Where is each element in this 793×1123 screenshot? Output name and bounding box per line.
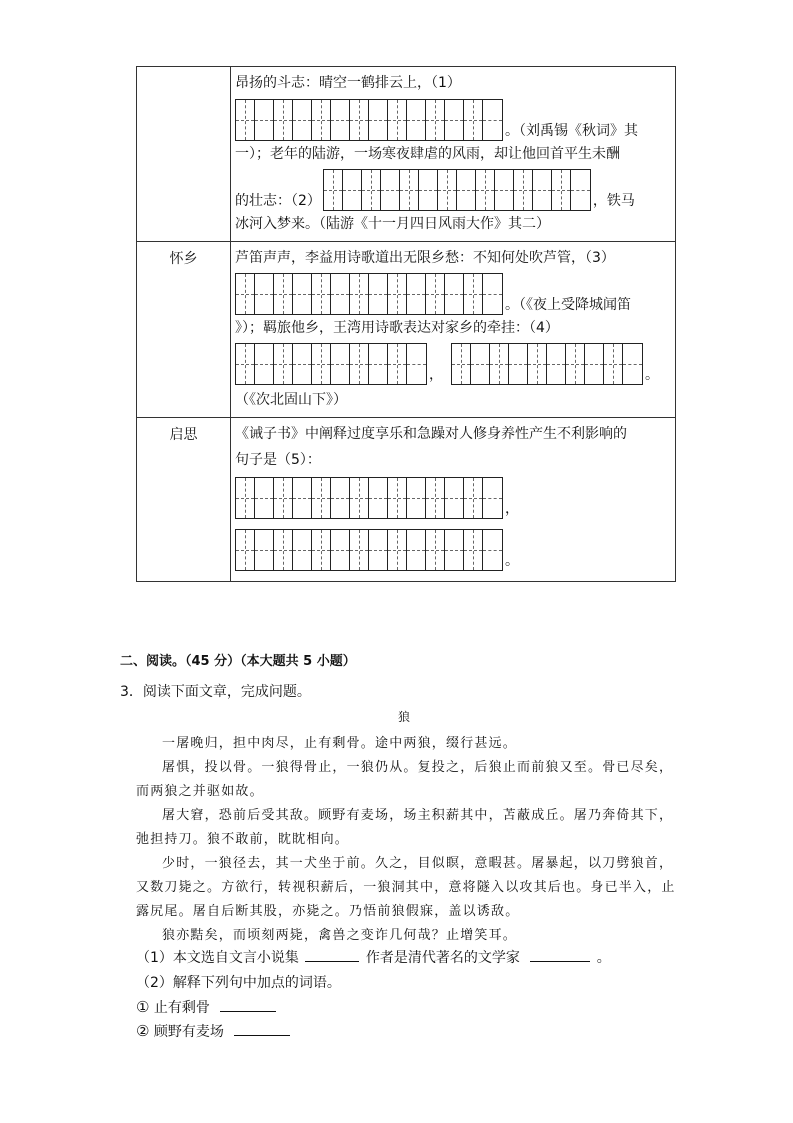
grid-cell[interactable] (312, 530, 331, 570)
content-cell (231, 67, 676, 242)
grid-cell[interactable] (464, 100, 483, 140)
punctuation: ， (505, 501, 519, 517)
sub-question-text: 作者是清代著名的文学家 (365, 950, 520, 966)
grid-cell[interactable] (445, 478, 464, 518)
sub-question-1 (136, 947, 611, 967)
grid-cell[interactable] (324, 170, 343, 210)
grid-cell[interactable] (464, 530, 483, 570)
grid-cell[interactable] (471, 344, 490, 384)
grid-cell[interactable] (464, 274, 483, 314)
prompt-line: 昂扬的斗志：晴空一鹤排云上，（1） (235, 75, 461, 91)
grid-cell[interactable] (490, 344, 509, 384)
grid-cell[interactable] (369, 478, 388, 518)
prompt-label: 的壮志：（2） (235, 193, 321, 209)
grid-cell[interactable] (445, 530, 464, 570)
grid-cell[interactable] (274, 100, 293, 140)
grid-cell[interactable] (464, 478, 483, 518)
grid-cell[interactable] (514, 170, 533, 210)
grid-cell[interactable] (623, 344, 642, 384)
answer-grid-4a[interactable] (235, 343, 427, 385)
content-cell (231, 242, 676, 418)
category-cell (137, 67, 231, 242)
grid-cell[interactable] (388, 274, 407, 314)
grid-cell[interactable] (452, 344, 471, 384)
grid-cell[interactable] (407, 274, 426, 314)
grid-cell[interactable] (331, 100, 350, 140)
grid-cell[interactable] (407, 478, 426, 518)
grid-cell[interactable] (312, 344, 331, 384)
grid-cell[interactable] (419, 170, 438, 210)
item-text: 止有剩骨 (153, 1000, 210, 1016)
grid-cell[interactable] (585, 344, 604, 384)
grid-cell[interactable] (445, 274, 464, 314)
grid-cell[interactable] (604, 344, 623, 384)
passage-paragraph: 少时，一狼径去，其一犬坐于前。久之，目似瞑，意暇甚。屠暴起，以刀劈狼首，又数刀毙之。方欲行，转视积薪后，一狼洞其中，意将隧入以攻其后也。身已半入，止露尻尾。屠自后断其股，亦毙之。乃悟前狼假寐，盖以诱敌。 (136, 856, 676, 919)
punctuation: 。 (645, 367, 659, 383)
word-item (136, 1021, 290, 1041)
punctuation: ， (429, 367, 443, 383)
grid-cell[interactable] (388, 478, 407, 518)
answer-blank[interactable] (530, 947, 590, 962)
item-marker: ② (136, 1022, 150, 1040)
grid-cell[interactable] (407, 100, 426, 140)
prompt-line: 句子是（5）： (235, 452, 321, 468)
grid-cell[interactable] (236, 274, 255, 314)
grid-cell[interactable] (388, 530, 407, 570)
prompt-line: 芦笛声声，李益用诗歌道出无限乡愁：不知何处吹芦管，（3） (235, 250, 615, 266)
table-row (137, 67, 676, 242)
category-cell: 启思 (137, 418, 231, 582)
source-note: 。（《夜上受降城闻笛 (505, 297, 631, 313)
table-row (137, 242, 676, 418)
grid-cell[interactable] (552, 170, 571, 210)
answer-grid-5b[interactable] (235, 529, 503, 571)
grid-cell[interactable] (369, 100, 388, 140)
grid-cell[interactable] (483, 100, 502, 140)
grid-cell[interactable] (293, 344, 312, 384)
grid-cell[interactable] (388, 344, 407, 384)
item-marker: ① (136, 998, 150, 1016)
grid-cell[interactable] (426, 274, 445, 314)
grid-cell[interactable] (293, 274, 312, 314)
grid-cell[interactable] (312, 100, 331, 140)
answer-grid-3[interactable] (235, 273, 503, 315)
grid-cell[interactable] (350, 530, 369, 570)
grid-cell[interactable] (400, 170, 419, 210)
grid-cell[interactable] (571, 170, 590, 210)
grid-cell[interactable] (274, 530, 293, 570)
grid-cell[interactable] (312, 478, 331, 518)
grid-cell[interactable] (476, 170, 495, 210)
grid-cell[interactable] (236, 530, 255, 570)
passage-paragraph: 屠惧，投以骨。一狼得骨止，一狼仍从。复投之，后狼止而前狼又至。骨已尽矣，而两狼之并驱如故。 (136, 760, 674, 799)
answer-grid-5a[interactable] (235, 477, 503, 519)
grid-cell[interactable] (350, 100, 369, 140)
grid-cell[interactable] (343, 170, 362, 210)
passage-paragraph: 狼亦黠矣，而顷刻两毙，禽兽之变诈几何哉？止增笑耳。 (162, 928, 518, 943)
passage-title: 狼 (398, 710, 411, 724)
answer-blank[interactable] (305, 947, 359, 962)
grid-cell[interactable] (381, 170, 400, 210)
grid-cell[interactable] (445, 100, 464, 140)
grid-cell[interactable] (236, 344, 255, 384)
source-note: 。（刘禹锡《秋词》其 (505, 123, 638, 139)
answer-grid-1[interactable] (235, 99, 503, 141)
grid-cell[interactable] (255, 344, 274, 384)
grid-cell[interactable] (426, 100, 445, 140)
grid-cell[interactable] (533, 170, 552, 210)
grid-cell[interactable] (293, 530, 312, 570)
passage-paragraph: 一屠晚归，担中肉尽，止有剩骨。途中两狼，缀行甚远。 (162, 736, 518, 751)
grid-cell[interactable] (331, 530, 350, 570)
sub-question-text: （1）本文选自文言小说集 (136, 950, 299, 966)
punctuation: 。 (505, 553, 519, 569)
grid-cell[interactable] (457, 170, 476, 210)
prompt-line: 一）；老年的陆游，一场寒夜肆虐的风雨，却让他回首平生未酬 (235, 146, 620, 162)
punctuation: ，铁马 (592, 193, 635, 209)
grid-cell[interactable] (369, 530, 388, 570)
answer-grid-4b[interactable] (451, 343, 643, 385)
grid-cell[interactable] (350, 344, 369, 384)
grid-cell[interactable] (331, 274, 350, 314)
passage-body (136, 732, 681, 948)
answer-grid-2[interactable] (323, 169, 591, 211)
prompt-line: 《诫子书》中阐释过度享乐和急躁对人修身养性产生不利影响的 (235, 426, 627, 442)
grid-cell[interactable] (438, 170, 457, 210)
poetry-fill-table (136, 66, 676, 582)
passage-paragraph: 屠大窘，恐前后受其敌。顾野有麦场，场主积薪其中，苫蔽成丘。屠乃奔倚其下，弛担持刀。狼不敢前，眈眈相向。 (136, 808, 674, 847)
word-item (136, 997, 276, 1017)
table-row (137, 418, 676, 582)
category-cell: 怀乡 (137, 242, 231, 418)
grid-cell[interactable] (483, 530, 502, 570)
grid-cell[interactable] (407, 530, 426, 570)
grid-cell[interactable] (369, 274, 388, 314)
grid-cell[interactable] (407, 344, 426, 384)
grid-cell[interactable] (547, 344, 566, 384)
grid-cell[interactable] (274, 478, 293, 518)
grid-cell[interactable] (528, 344, 547, 384)
grid-cell[interactable] (274, 274, 293, 314)
answer-blank[interactable] (234, 1021, 290, 1036)
grid-cell[interactable] (509, 344, 528, 384)
grid-cell[interactable] (331, 344, 350, 384)
section-heading: 二、阅读。（45 分）（本大题共 5 小题） (120, 654, 356, 669)
grid-cell[interactable] (236, 100, 255, 140)
grid-cell[interactable] (495, 170, 514, 210)
grid-cell[interactable] (426, 478, 445, 518)
grid-cell[interactable] (388, 100, 407, 140)
grid-cell[interactable] (255, 274, 274, 314)
grid-cell[interactable] (255, 100, 274, 140)
grid-cell[interactable] (483, 274, 502, 314)
grid-cell[interactable] (369, 344, 388, 384)
question-prompt: 3．阅读下面文章，完成问题。 (120, 684, 311, 700)
grid-cell[interactable] (483, 478, 502, 518)
grid-cell[interactable] (274, 344, 293, 384)
grid-cell[interactable] (566, 344, 585, 384)
grid-cell[interactable] (255, 478, 274, 518)
grid-cell[interactable] (293, 478, 312, 518)
item-text: 顾野有麦场 (153, 1024, 224, 1040)
grid-cell[interactable] (350, 478, 369, 518)
answer-blank[interactable] (220, 997, 276, 1012)
grid-cell[interactable] (350, 274, 369, 314)
source-note: 冰河入梦来。（陆游《十一月四日风雨大作》其二） (235, 216, 550, 232)
grid-cell[interactable] (255, 530, 274, 570)
sub-question-2: （2）解释下列句中加点的词语。 (136, 975, 341, 991)
grid-cell[interactable] (293, 100, 312, 140)
grid-cell[interactable] (236, 478, 255, 518)
grid-cell[interactable] (312, 274, 331, 314)
punctuation: 。 (596, 950, 611, 966)
source-note: （《次北固山下》） (235, 392, 347, 408)
prompt-line: 》）；羁旅他乡，王湾用诗歌表达对家乡的牵挂：（4） (235, 320, 559, 336)
grid-cell[interactable] (426, 530, 445, 570)
grid-cell[interactable] (362, 170, 381, 210)
grid-cell[interactable] (331, 478, 350, 518)
content-cell (231, 418, 676, 582)
